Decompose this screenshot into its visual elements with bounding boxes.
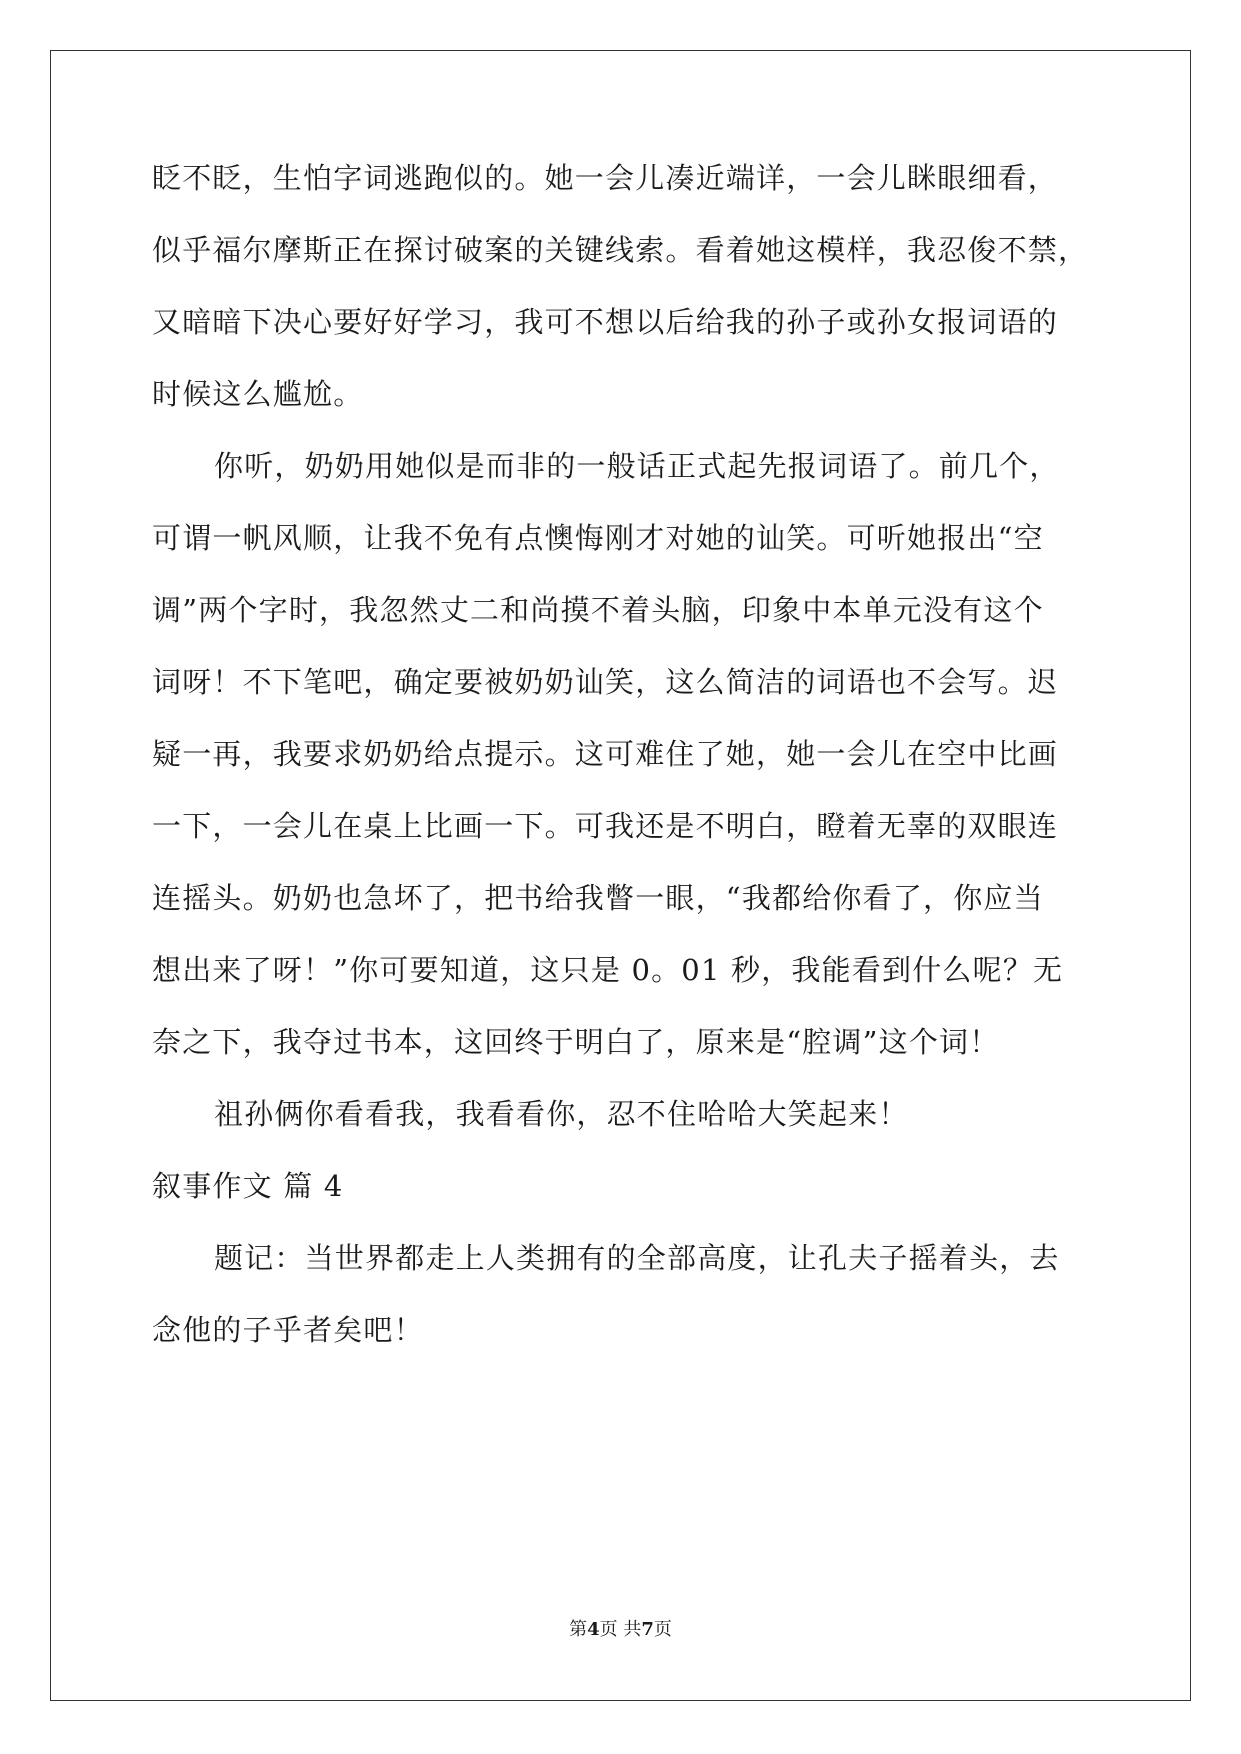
paragraph-start-line: 祖孙俩你看看我，我看看你，忍不住哈哈大笑起来！ [214,1097,909,1131]
footer-suffix: 页 [653,1619,672,1640]
text-line: 调”两个字时，我忽然丈二和尚摸不着头脑，印象中本单元没有这个 [152,593,1044,627]
text-line: 词呀！不下笔吧，确定要被奶奶讪笑，这么简洁的词语也不会写。迟 [152,665,1059,699]
section-heading: 叙事作文 篇 4 [152,1169,344,1203]
footer-prefix: 第 [569,1619,588,1640]
paragraph-start-line: 你听，奶奶用她似是而非的一般话正式起先报词语了。前几个， [214,449,1060,483]
text-line: 又暗暗下决心要好好学习，我可不想以后给我的孙子或孙女报词语的 [152,305,1059,339]
text-line: 似乎福尔摩斯正在探讨破案的关键线索。看着她这模样，我忍俊不禁， [152,233,1089,267]
text-line: 奈之下，我夺过书本，这回终于明白了，原来是“腔调”这个词！ [152,1025,1000,1059]
page-border [50,50,1191,1701]
text-line: 眨不眨，生怕字词逃跑似的。她一会儿凑近端详，一会儿眯眼细看， [152,161,1059,195]
text-line: 念他的子乎者矣吧！ [152,1313,424,1347]
text-line: 一下，一会儿在桌上比画一下。可我还是不明白，瞪着无辜的双眼连 [152,809,1059,843]
text-line: 疑一再，我要求奶奶给点提示。这可难住了她，她一会儿在空中比画 [152,737,1059,771]
current-page-number: 4 [587,1619,600,1640]
text-line: 连摇头。奶奶也急坏了，把书给我瞥一眼，“我都给你看了，你应当 [152,881,1044,915]
text-line: 时候这么尴尬。 [152,377,364,411]
footer-middle: 页 共 [599,1619,642,1640]
total-page-number: 7 [641,1619,654,1640]
paragraph-start-line: 题记：当世界都走上人类拥有的全部高度，让孔夫子摇着头，去 [214,1241,1060,1275]
text-line: 想出来了呀！”你可要知道，这只是 0。01 秒，我能看到什么呢？无 [152,953,1064,987]
text-line: 可谓一帆风顺，让我不免有点懊悔刚才对她的讪笑。可听她报出“空 [152,521,1044,555]
page-footer [0,1618,1241,1642]
